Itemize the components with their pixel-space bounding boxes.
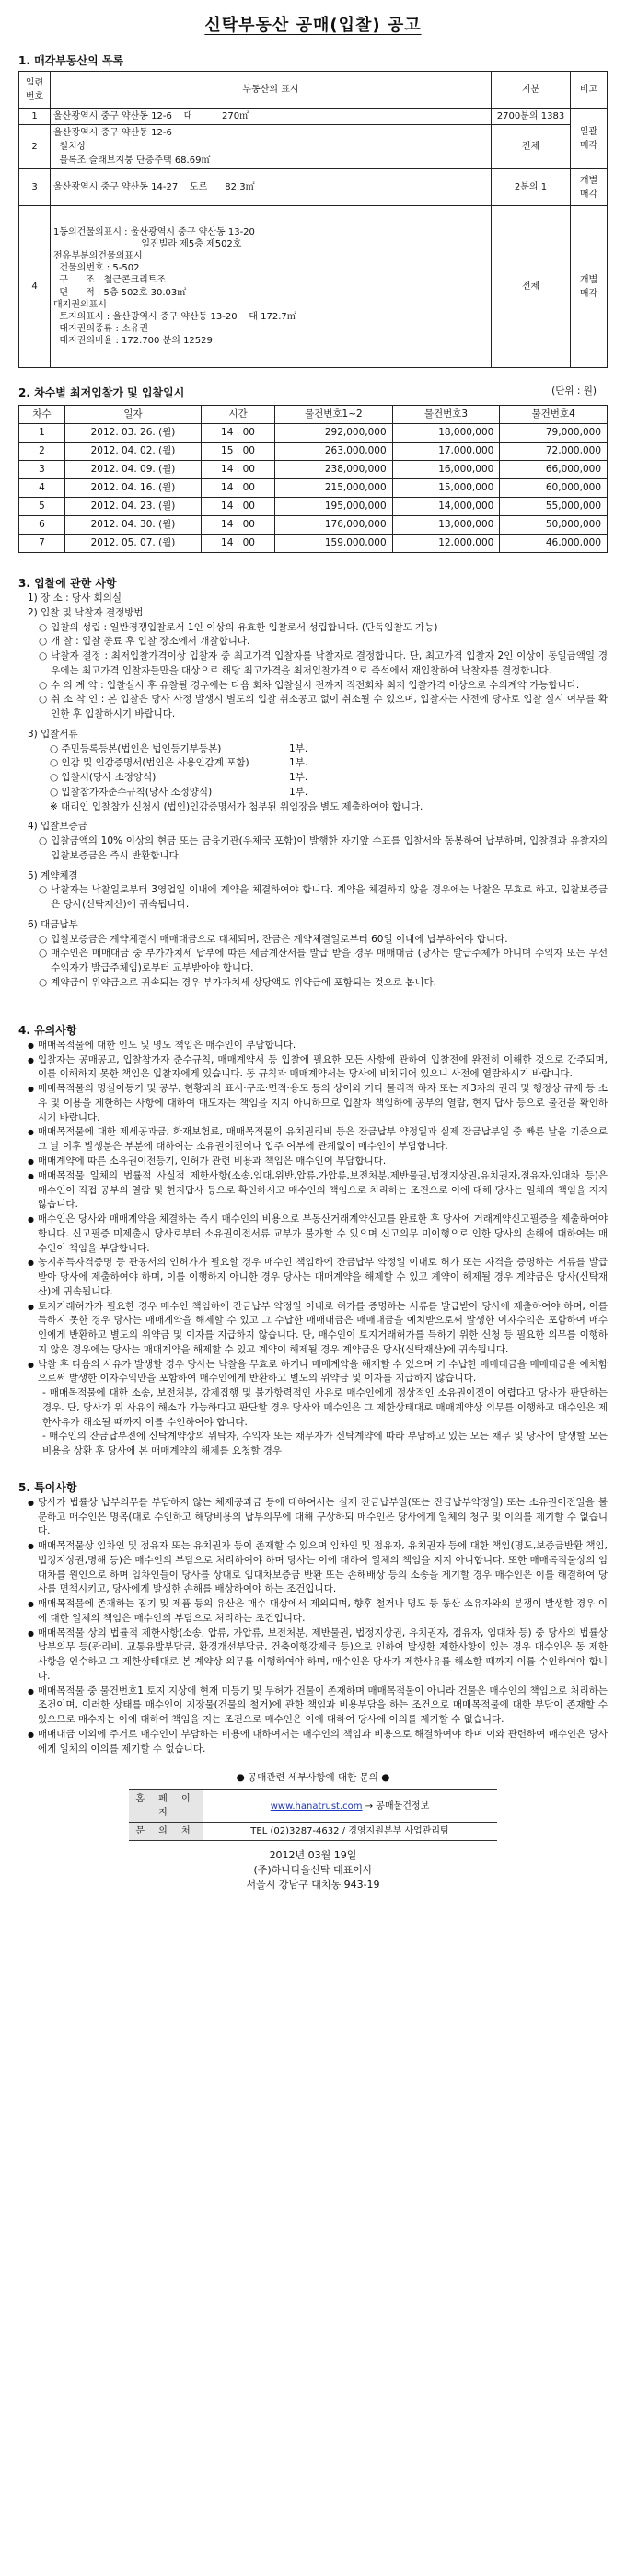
list-item xyxy=(28,1685,608,1728)
document-name: 입찰서(당사 소정양식) xyxy=(61,772,156,783)
table-cell: 176,000,000 xyxy=(275,516,393,535)
bullet-icon: ● xyxy=(28,1128,34,1137)
col-header: 물건번호1~2 xyxy=(275,406,393,424)
property-list-table xyxy=(18,71,608,368)
row-no: 4 xyxy=(19,206,51,368)
list-item xyxy=(28,1039,608,1053)
inquiry-title: ● 공매관련 세부사항에 대한 문의 ● xyxy=(236,1772,390,1784)
table-cell: 17,000,000 xyxy=(392,443,500,461)
item-text: 농지취득자격증명 등 관공서의 인허가가 필요할 경우 매수인 책임하에 잔금납부 약정일 이내로 허가 또는 자격을 증명하는 서류를 발급받아 당사에 제출하여야 하며, 이를 이행하지 아니한 경우 당사는 매매계약을 해제할 수 있고 계약이 해제될 경우 계약금은 당사(신탁재산)에 귀속됩니다. xyxy=(37,1257,608,1297)
homepage-link[interactable]: www.hanatrust.com xyxy=(270,1800,363,1811)
row-desc: 울산광역시 중구 약산동 12-6 철치상 블록조 슬래브지붕 단층주택 68.69㎡ xyxy=(51,125,492,169)
row-desc: 울산광역시 중구 약산동 14-27 도로 82.3㎡ xyxy=(51,169,492,206)
bullet-icon: ● xyxy=(28,1259,34,1268)
item-text: 매매목적물 일체의 법률적 사실적 제한사항(소송,임대,위반,압류,가압류,보전처분,제반물권,법정지상권,유치권자,점유자,임대차 등)은 매수인이 직접 공부의 열람 및 현지답사 등으로 확인하시고 매수인의 책임으로 처리하는 조건으로 이에 대해 당사는 일체의 책임을 지지 않습니다. xyxy=(37,1169,608,1211)
table-cell: 60,000,000 xyxy=(500,479,608,498)
list-item xyxy=(28,1169,608,1213)
table-cell: 2 xyxy=(19,443,65,461)
list-item xyxy=(39,1386,608,1430)
table-cell: 18,000,000 xyxy=(392,424,500,443)
row-share: 전체 xyxy=(492,125,571,169)
item-text: - 매매목적물에 대한 소송, 보전처분, 강제집행 및 불가항력적인 사유로 매수인에게 정상적인 소유권이전이 어렵다고 당사가 판단하는 경우. 단, 당사가 위 사유의 해소가 가능하다고 판단할 경우 당사와 매수인은 그 제한상태대로 매매계약상 의무를 이행하고 매수인은 제한사유가 해소될 때까지 이를 수인하여야 합니다. xyxy=(42,1387,608,1428)
table-cell: 2012. 03. 26. (월) xyxy=(65,424,202,443)
table-row xyxy=(19,424,608,443)
bullet-icon: ● xyxy=(28,1041,34,1050)
row-note: 일괄 매각 xyxy=(571,109,608,169)
unit-label: (단위 : 원) xyxy=(551,385,597,397)
page-title: 신탁부동산 공매(입찰) 공고 xyxy=(204,16,422,35)
table-cell: 2012. 05. 07. (월) xyxy=(65,535,202,553)
list-item xyxy=(28,1358,608,1387)
document-qty: 1부. xyxy=(289,786,308,798)
table-header-row xyxy=(19,406,608,424)
list-item: ○ 낙찰자 결정 : 최저입찰가격이상 입찰자 중 최고가격 입찰자를 낙찰자로 결정합니다. 단, 최고가격 입찰자 2인 이상이 동일금액일 경우에는 최고가격 입찰자들만을 대상으로 해당 최고가격을 최저입찰가격으로 즉석에서 재입찰하여 낙찰자를 결정합니다. xyxy=(39,650,608,676)
table-row xyxy=(19,498,608,516)
document-name: 주민등록등본(법인은 법인등기부등본) xyxy=(61,742,222,754)
payment-heading: 6) 대금납부 xyxy=(28,918,78,930)
col-header: 물건번호4 xyxy=(500,406,608,424)
company-name: (주)하나다올신탁 대표이사 xyxy=(253,1863,373,1876)
list-item xyxy=(28,1539,608,1597)
document-item xyxy=(50,756,608,771)
list-item: ○ 취 소 착 인 : 본 입찰은 당사 사정 발생시 별도의 입찰 취소공고 없이 취소될 수 있으며, 입찰자는 사전에 당사로 입찰 실시 여부를 확인한 후 입찰하시기 바랍니다. xyxy=(39,694,608,719)
list-item: ○ 수 의 계 약 : 입찰실시 후 유찰될 경우에는 다음 회차 입찰실시 전까지 직전회차 최저 입찰가격 이상으로 수의계약 가능합니다. xyxy=(39,679,580,691)
table-cell: 72,000,000 xyxy=(500,443,608,461)
document-item xyxy=(50,786,608,800)
table-cell: 2012. 04. 09. (월) xyxy=(65,461,202,479)
item-text: 매수인은 당사와 매매계약을 체결하는 즉시 매수인의 비용으로 부동산거래계약신고를 완료한 후 당사에 거래계약신고필증을 제출하여야 합니다. 신고필증 미제출시 당사로부터 소유권이전서류 교부가 불가할 수 있으며 신고의무 미이행으로 인한 당사의 손해에 대하여는 매수인이 책임을 부담합니다. xyxy=(37,1213,608,1254)
col-header: 차수 xyxy=(19,406,65,424)
table-row xyxy=(19,479,608,498)
list-item: ○ 입찰금액의 10% 이상의 현금 또는 금융기관(우체국 포함)이 발행한 자기앞 수표를 입찰서와 동봉하여 납부하며, 입찰결과 유찰자의 입찰보증금은 즉시 반환합니다. xyxy=(39,835,608,861)
bullet-icon: ● xyxy=(28,1730,34,1739)
document-item xyxy=(50,771,608,786)
row-desc: 1동의건물의표시 : 울산광역시 중구 약산동 13-20 일진빌라 제5층 제502호 전유부분의건물의표시 건물의번호 : 5-502 구 조 : 철근콘크리트조 면 적 : 5층 502호 30.03㎡ 대지권의표시 토지의표시 : 울산광역시 중구 약산동 13-20 대 172.7㎡ 대지권의종류 : 소유권 대지권의비율 : 172.700 분의 12529 xyxy=(51,206,492,368)
table-cell: 292,000,000 xyxy=(275,424,393,443)
bullet-icon: ● xyxy=(28,1600,34,1608)
signature-block xyxy=(18,1848,608,1892)
section-2-title: 2. 차수별 최저입찰가 및 입찰일시 xyxy=(18,386,185,399)
list-item: ○ 매수인은 매매대금 중 부가가치세 납부에 따른 세금계산서를 발급 받을 경우 매매대금 (당사는 발급주체가 아니며 수익자 또는 우선수익자가 발급주체임)로부터 교부받아야 합니다. xyxy=(39,948,608,973)
item-text: 당사가 법률상 납부의무를 부담하지 않는 체제공과금 등에 대하여서는 실제 잔금납부일(또는 잔금납부약정일) 또는 소유권이전일을 불문하고 매수인은 명목(대로 수인하고 해당비용의 납부의무에 대해 구상하되 매수인은 당사에게 일체의 청구 및 이의를 제기할 수 없습니다. xyxy=(37,1496,608,1537)
bid-place: 1) 장 소 : 당사 회의실 xyxy=(28,592,122,604)
table-cell: 14,000,000 xyxy=(392,498,500,516)
item-text: 매매목적물 중 물건번호1 토지 지상에 현재 미등기 및 무허가 건물이 존재하며 매매목적물이 아니라 건물은 매수인의 책임으로 처리하는 조건이며, 이러한 상태를 매수인이 지장물(건물의 철거)에 관한 책임과 비용부담을 하는 조건으로 매매목적물에 대한 부담이 존재할 수 있으므로 매수자는 이에 대하여 책임을 지는 조건으로 매수인은 이에 대하여 당사에 이의를 제기할 수 없습니다. xyxy=(37,1685,608,1725)
row-no: 2 xyxy=(19,125,51,169)
table-cell: 4 xyxy=(19,479,65,498)
table-cell: 79,000,000 xyxy=(500,424,608,443)
list-item xyxy=(28,1213,608,1256)
table-cell: 2012. 04. 30. (월) xyxy=(65,516,202,535)
section-1-heading: 1. 매각부동산의 목록 xyxy=(18,54,124,67)
item-text: 매매계약에 따른 소유권이전등기, 인허가 관련 비용과 책임은 매수인이 부담합니다. xyxy=(37,1155,387,1167)
col-header-desc: 부동산의 표시 xyxy=(51,72,492,109)
bullet-icon: ○ xyxy=(50,757,62,769)
section-2-heading xyxy=(18,385,608,401)
table-cell: 16,000,000 xyxy=(392,461,500,479)
item-text: 매매목적물에 대한 인도 및 명도 책임은 매수인이 부담합니다. xyxy=(37,1039,296,1051)
table-cell: 263,000,000 xyxy=(275,443,393,461)
bullet-icon: ● xyxy=(28,1360,34,1369)
bullet-icon: ● xyxy=(28,1686,34,1696)
table-cell: 2012. 04. 02. (월) xyxy=(65,443,202,461)
table-cell: 3 xyxy=(19,461,65,479)
list-item xyxy=(39,1430,608,1459)
col-header: 일자 xyxy=(65,406,202,424)
list-item xyxy=(28,1155,608,1169)
item-text: 토지거래허가가 필요한 경우 매수인 책임하에 잔금납부 약정일 이내로 허가를 증명하는 서류를 발급받아 당사에 제출하여야 하며, 이를 득하지 못한 경우 당사는 매매계약을 해제할 수 있고 그 수납한 매매대금은 매매대금을 예치받으로써 발생한 이자수익은 포함하여 매수인에게 반환하고 별도의 위약금 및 이자를 지급하지 않습니다. 단, 매수인이 토지거래허가를 득하기 위한 신청 등 필요한 의무를 이행하지 않은 경우에는 당사는 매매계약을 해제할 수 있고 계약이 해제될 경우 계약금은 당사(신탁재산)에 귀속됩니다. xyxy=(37,1300,608,1355)
arrow-icon: → xyxy=(365,1800,374,1811)
bullet-icon: ○ xyxy=(50,786,62,798)
company-address: 서울시 강남구 대치동 943-19 xyxy=(246,1878,380,1891)
document-qty: 1부. xyxy=(289,772,308,783)
table-row xyxy=(19,169,608,206)
col-header-share: 지분 xyxy=(492,72,571,109)
row-share: 2700분의 1383 xyxy=(492,109,571,125)
list-item: ○ 낙찰자는 낙찰일로부터 3영업일 이내에 계약을 체결하여야 합니다. 계약을 체결하지 않을 경우에는 낙찰은 무효로 하고, 입찰보증금은 당사(신탁재산)에 귀속됩니다. xyxy=(39,884,608,910)
table-cell: 14 : 00 xyxy=(202,498,275,516)
table-cell: 5 xyxy=(19,498,65,516)
item-text: 매매목적물에 존재하는 짐기 및 제품 등의 유산은 매수 대상에서 제외되며, 향후 철거나 명도 등 동산 소유자와의 분쟁이 발생할 경우 이에 대한 일체의 책임은 매수인의 부담으로 처리하는 조건입니다. xyxy=(37,1598,608,1624)
section-4-heading: 4. 유의사항 xyxy=(18,1023,77,1037)
table-cell: 195,000,000 xyxy=(275,498,393,516)
bullet-icon: ○ xyxy=(50,742,62,754)
docs-note: ※ 대리인 입찰참가 신청시 (법인)인감증명서가 첨부된 위임장을 별도 제출하여야 합니다. xyxy=(50,800,423,812)
bullet-icon: ● xyxy=(28,1171,34,1180)
table-cell: 14 : 00 xyxy=(202,535,275,553)
col-header-note: 비고 xyxy=(571,72,608,109)
table-cell: 66,000,000 xyxy=(500,461,608,479)
list-item xyxy=(28,1125,608,1155)
bid-documents-heading: 3) 입찰서류 xyxy=(28,728,78,740)
list-item xyxy=(28,1597,608,1627)
bullet-icon: ● xyxy=(28,1498,34,1507)
notice-date: 2012년 03월 19일 xyxy=(269,1849,357,1861)
row-no: 3 xyxy=(19,169,51,206)
list-item xyxy=(28,1496,608,1539)
col-header: 물건번호3 xyxy=(392,406,500,424)
col-header-no: 일련 번호 xyxy=(19,72,51,109)
row-note: 개별 매각 xyxy=(571,206,608,368)
table-cell: 50,000,000 xyxy=(500,516,608,535)
row-share: 2분의 1 xyxy=(492,169,571,206)
table-cell: 7 xyxy=(19,535,65,553)
document-name: 인감 및 인감증명서(법인은 사용인감계 포함) xyxy=(61,757,249,769)
list-item: ○ 계약금이 위약금으로 귀속되는 경우 부가가치세 상당액도 위약금에 포함되는 것으로 봅니다. xyxy=(39,976,436,988)
table-cell: 238,000,000 xyxy=(275,461,393,479)
list-item: ○ 입찰보증금은 계약체결시 매매대금으로 대체되며, 잔금은 계약체결일로부터 60일 이내에 납부하여야 합니다. xyxy=(39,933,508,945)
item-text: 매매목적물 상의 법률적 제한사항(소송, 압류, 가압류, 보전처분, 제반물권, 법정지상권, 유치권자, 점유자, 임대차 등) 중 당사의 법률상 납부의무 등(관리비, 교통유발부담금, 환경개선부담금, 건축이행강제금 등)으로 인하여 발생한 제한사항이 있는 경우 매수인은 동 제한사항을 인수하고 그 제한상태대로 본 계약상 의무를 이행하여야 하며, 매수인은 당사가 제한사유를 해소할 때까지 이를 수인하여야 합니다. xyxy=(37,1627,608,1682)
table-cell: 15,000,000 xyxy=(392,479,500,498)
document-name: 입찰참가자준수규칙(당사 소정양식) xyxy=(61,786,213,798)
row-desc: 울산광역시 중구 약산동 12-6 대 270㎡ xyxy=(51,109,492,125)
row-note: 개별 매각 xyxy=(571,169,608,206)
list-item xyxy=(28,1082,608,1125)
section-5-heading: 5. 특이사항 xyxy=(18,1480,77,1494)
table-row xyxy=(19,535,608,553)
table-cell: 14 : 00 xyxy=(202,516,275,535)
item-text: 입찰자는 공매공고, 입찰참가자 준수규칙, 매매계약서 등 입찰에 필요한 모든 사항에 관하여 입찰전에 완전히 이해한 것으로 간주되며, 이를 이해하지 못한 책임은 입찰자에게 있습니다. 동 규칙과 매매계약서는 당사에 비치되어 있으니 사전에 열람하시기 바랍니다. xyxy=(37,1053,608,1080)
table-cell: 14 : 00 xyxy=(202,424,275,443)
table-row xyxy=(19,516,608,535)
list-item xyxy=(28,1627,608,1685)
list-item xyxy=(28,1300,608,1358)
item-text: 매매목적물에 대한 제세공과금, 화재보험료, 매매목적물의 유치권리비 등은 잔금납부 약정일과 실제 잔금납부일 중 빠른 날을 기준으로 그 날 이후 발생분은 부분에 대하여는 소유권이전이나 입주 여부에 관계없이 매수인이 부담합니다. xyxy=(37,1126,608,1152)
item-text: 매매대금 이외에 주거로 매수인이 부담하는 비용에 대하여서는 매수인의 책임과 비용으로 해결하여야 하며 이와 관련하여 매수인은 당사에게 일체의 이의를 제기할 수 없습니다. xyxy=(37,1728,608,1754)
item-text: 낙찰 후 다음의 사유가 발생할 경우 당사는 낙찰을 무효로 하거나 매매계약을 해제할 수 있으며 기 수납한 매매대금을 매매대금을 예치함으로써 발생한 이자수익만을 포함하여 매수인에게 반환하고 별도의 위약금 및 이자를 지급하지 않습니다. xyxy=(37,1358,608,1385)
homepage-label: 홈 페 이 지 xyxy=(129,1790,203,1823)
bullet-icon: ● xyxy=(28,1156,34,1166)
schedule-table xyxy=(18,405,608,553)
table-row xyxy=(19,461,608,479)
contract-heading: 5) 계약체결 xyxy=(28,869,78,881)
list-item xyxy=(28,1728,608,1757)
bullet-icon: ○ xyxy=(50,772,62,783)
col-header: 시간 xyxy=(202,406,275,424)
table-cell: 14 : 00 xyxy=(202,461,275,479)
table-cell: 55,000,000 xyxy=(500,498,608,516)
contact-table xyxy=(129,1789,497,1841)
bullet-icon: ● xyxy=(28,1302,34,1311)
table-row xyxy=(19,206,608,368)
row-no: 1 xyxy=(19,109,51,125)
list-item xyxy=(28,1053,608,1083)
homepage-menu: 공매물건정보 xyxy=(376,1800,430,1811)
table-cell: 46,000,000 xyxy=(500,535,608,553)
bullet-icon: ● xyxy=(28,1055,34,1064)
section-3-heading: 3. 입찰에 관한 사항 xyxy=(18,577,117,590)
table-cell: 1 xyxy=(19,424,65,443)
document-qty: 1부. xyxy=(289,742,308,754)
table-row xyxy=(19,109,608,125)
table-cell: 159,000,000 xyxy=(275,535,393,553)
document-qty: 1부. xyxy=(289,757,308,769)
table-cell: 13,000,000 xyxy=(392,516,500,535)
bullet-icon: ● xyxy=(28,1215,34,1224)
table-cell: 2012. 04. 16. (월) xyxy=(65,479,202,498)
contact-info: TEL (02)3287-4632 / 경영지원본부 사업관리팀 xyxy=(203,1823,497,1841)
table-cell: 15 : 00 xyxy=(202,443,275,461)
table-cell: 215,000,000 xyxy=(275,479,393,498)
table-row xyxy=(19,125,608,169)
document-item xyxy=(50,742,608,757)
list-item: ○ 입찰의 성립 : 일반경쟁입찰로서 1인 이상의 유효한 입찰로서 성립합니다. (단독입찰도 가능) xyxy=(39,621,438,633)
table-cell: 6 xyxy=(19,516,65,535)
row-share: 전체 xyxy=(492,206,571,368)
contact-label: 문 의 처 xyxy=(129,1823,203,1841)
table-cell: 2012. 04. 23. (월) xyxy=(65,498,202,516)
list-item: ○ 개 찰 : 입찰 종료 후 입찰 장소에서 개찰합니다. xyxy=(39,636,250,648)
table-cell: 12,000,000 xyxy=(392,535,500,553)
item-text: - 매수인의 잔금납부전에 신탁계약상의 위탁자, 수익자 또는 채무자가 신탁계약에 따라 부담하고 있는 모든 채무 및 당사에 발생할 모든 비용을 상환 후 당사에 본 매매계약의 해제를 요청할 경우 xyxy=(42,1431,608,1456)
bullet-icon: ● xyxy=(28,1085,34,1093)
bullet-icon: ● xyxy=(28,1542,34,1550)
item-text: 매매목적물의 명실이동기 및 공부, 현황과의 표시·구조·면적·용도 등의 상이와 기타 물리적 하자 또는 제3자의 권리 및 행정상 규제 등 소유 및 이용을 제한하는 사항에 대하여 매도자는 책임을 지지 아니하므로 입찰자 책임하에 공부의 열람, 현지 답사 등으로 물건을 확인하시기 바랍니다. xyxy=(37,1083,608,1123)
item-text: 매매목적물상 임차인 및 점유자 또는 유치권자 등이 존재할 수 있으며 임차인 및 점유자, 유치권자 등에 대한 책임(명도,보증금반환 책임,법정지상권,명해 등)은 매수인의 부담으로 처리하여야 하며 당사는 이에 대하여 일체의 책임을 지지 아니합니다. 또한 매매목적물상의 임대차를 원인으로 하며 임차인들이 당사를 상대로 임대차보증금 반환 또는 손해배상 등의 소송을 제기할 경우 매수인은 이를 해결하여 당사를 면책시키고, 당사에게 발생한 손해를 배상하여야 하는 조건입니다. xyxy=(37,1540,608,1595)
list-item xyxy=(28,1256,608,1299)
deposit-heading: 4) 입찰보증금 xyxy=(28,821,87,833)
table-cell: 14 : 00 xyxy=(202,479,275,498)
table-row xyxy=(19,443,608,461)
bid-method-heading: 2) 입찰 및 낙찰자 결정방법 xyxy=(28,606,144,618)
bullet-icon: ● xyxy=(28,1628,34,1638)
